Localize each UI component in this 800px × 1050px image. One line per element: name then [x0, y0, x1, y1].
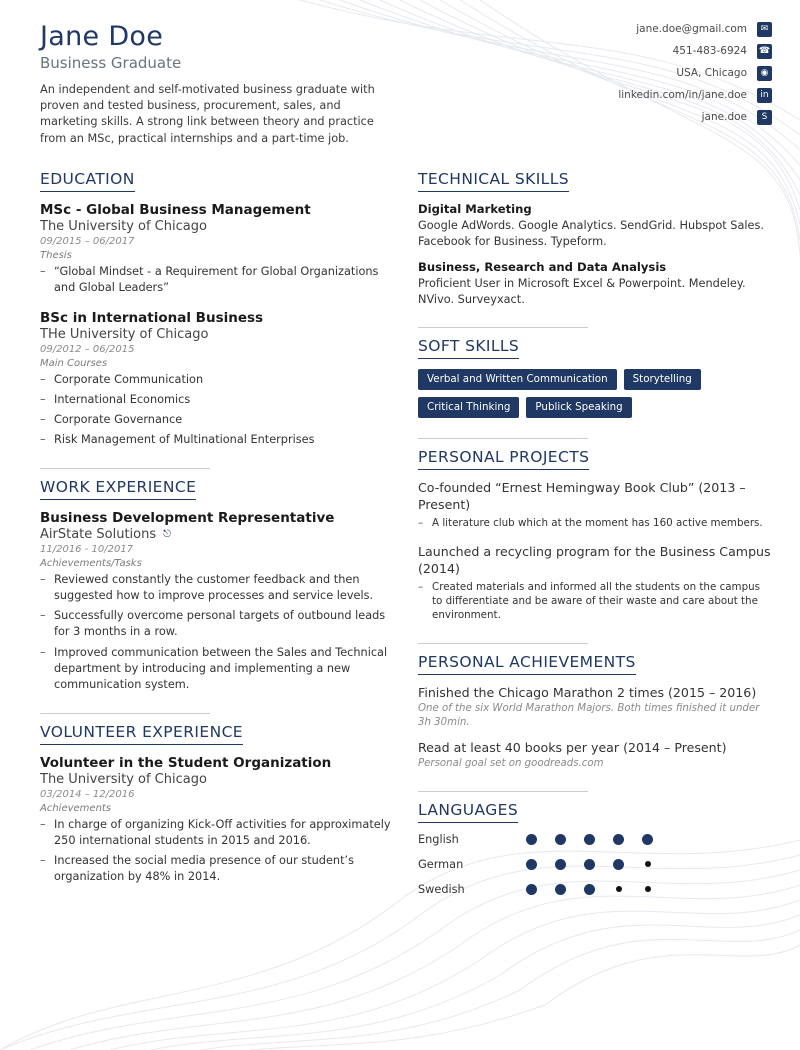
technical-skill-group — [418, 260, 772, 308]
level-dot-filled — [555, 884, 566, 895]
education-bullets — [40, 372, 394, 448]
list-item: – “Global Mindset - a Requirement for Global Organizations and Global Leaders” — [40, 264, 394, 296]
language-row — [418, 858, 772, 871]
right-column — [418, 169, 772, 916]
achievement-entry — [418, 740, 772, 771]
level-dot-filled — [555, 859, 566, 870]
list-item: – In charge of organizing Kick-Off activities for approximately 250 international students in 2015 and 2016. — [40, 817, 394, 849]
list-item: – Corporate Communication — [40, 372, 394, 388]
section-title-volunteer-experience: VOLUNTEER EXPERIENCE — [40, 723, 243, 745]
contact-skype-text: jane.doe — [701, 111, 747, 124]
soft-skill-tags — [418, 369, 772, 418]
section-title-personal-achievements: PERSONAL ACHIEVEMENTS — [418, 653, 636, 675]
project-entry — [418, 480, 772, 530]
list-item: – Risk Management of Multinational Enterprises — [40, 432, 394, 448]
language-row — [418, 883, 772, 896]
volunteer-org-text: The University of Chicago — [40, 771, 207, 787]
education-sublabel: Main Courses — [40, 358, 108, 370]
phone-icon: ☎ — [757, 44, 772, 59]
education-entry — [40, 202, 394, 296]
level-dot-filled — [584, 859, 595, 870]
level-dot-filled — [526, 834, 537, 845]
level-dot-empty — [645, 861, 651, 867]
language-level-dots — [526, 884, 653, 895]
level-dot-filled — [555, 834, 566, 845]
education-degree: BSc in International Business — [40, 310, 264, 327]
soft-skill-tag: Storytelling — [624, 369, 701, 390]
section-personal-achievements — [418, 643, 772, 771]
work-bullets — [40, 572, 394, 692]
education-school — [40, 219, 394, 234]
project-bullets — [418, 516, 772, 530]
contact-item-location[interactable] — [618, 66, 772, 81]
volunteer-entry — [40, 755, 394, 885]
volunteer-sublabel: Achievements — [40, 802, 112, 814]
soft-skill-tag: Critical Thinking — [418, 397, 519, 418]
list-item: – Reviewed constantly the customer feedback and then suggested how to improve processes and service levels. — [40, 572, 394, 604]
section-title-languages: LANGUAGES — [418, 801, 518, 823]
work-sublabel: Achievements/Tasks — [40, 558, 142, 570]
level-dot-empty — [616, 886, 622, 892]
location-pin-icon: ◉ — [757, 66, 772, 81]
section-title-technical-skills: TECHNICAL SKILLS — [418, 170, 569, 192]
divider — [40, 713, 210, 714]
work-company-text: AirState Solutions — [40, 527, 157, 543]
language-row — [418, 833, 772, 846]
linkedin-icon: in — [757, 88, 772, 103]
achievement-name: Finished the Chicago Marathon 2 times (2015 – 2016) — [418, 684, 757, 700]
education-dates: 09/2015 – 06/2017 — [40, 236, 135, 248]
work-dates: 11/2016 - 10/2017 — [40, 544, 134, 556]
contact-item-phone[interactable] — [618, 44, 772, 59]
project-name: Co-founded “Ernest Hemingway Book Club” (2013 – Present) — [418, 480, 746, 512]
education-bullets — [40, 264, 394, 296]
level-dot-filled — [613, 834, 624, 845]
section-work-experience — [40, 468, 394, 692]
level-dot-filled — [613, 859, 624, 870]
contact-linkedin-text: linkedin.com/in/jane.doe — [618, 89, 747, 102]
soft-skill-tag: Publick Speaking — [526, 397, 631, 418]
technical-skill-group — [418, 202, 772, 250]
list-item: – Corporate Governance — [40, 412, 394, 428]
list-item: – International Economics — [40, 392, 394, 408]
divider — [418, 791, 588, 792]
contact-item-linkedin[interactable] — [618, 88, 772, 103]
language-name: Swedish — [418, 882, 465, 896]
divider — [418, 327, 588, 328]
level-dot-empty — [645, 886, 651, 892]
volunteer-org — [40, 772, 394, 787]
education-school-text: THe University of Chicago — [40, 327, 209, 343]
contact-location-text: USA, Chicago — [676, 67, 747, 80]
language-name: English — [418, 832, 459, 846]
achievement-entry — [418, 685, 772, 730]
external-link-icon[interactable]: ⎋ — [163, 529, 172, 541]
section-personal-projects — [418, 438, 772, 622]
section-title-soft-skills: SOFT SKILLS — [418, 337, 519, 359]
header-subtitle: Business Graduate — [40, 53, 182, 72]
level-dot-filled — [642, 834, 653, 845]
level-dot-filled — [526, 884, 537, 895]
section-soft-skills — [418, 327, 772, 418]
education-entry — [40, 310, 394, 448]
level-dot-filled — [584, 834, 595, 845]
volunteer-bullets — [40, 817, 394, 885]
list-item: – A literature club which at the moment has 160 active members. — [418, 516, 772, 530]
work-entry — [40, 510, 394, 692]
divider — [418, 643, 588, 644]
soft-skill-tag: Verbal and Written Communication — [418, 369, 617, 390]
technical-skill-body: Proficient User in Microsoft Excel & Powerpoint. Mendeley. NVivo. Surveyxact. — [418, 276, 746, 306]
list-item: – Improved communication between the Sales and Technical department by introducing and implementing a new communication system. — [40, 645, 394, 693]
contact-phone-text: 451-483-6924 — [672, 45, 747, 58]
technical-skill-head: Business, Research and Data Analysis — [418, 259, 667, 274]
level-dot-filled — [584, 884, 595, 895]
list-item: – Increased the social media presence of our student’s organization by 48% in 2014. — [40, 853, 394, 885]
section-education — [40, 169, 394, 448]
header-identity — [40, 22, 395, 147]
list-item: – Created materials and informed all the students on the campus to differentiate and be aware of their waste and care about the environment. — [418, 580, 772, 623]
section-volunteer-experience — [40, 713, 394, 885]
technical-skill-head: Digital Marketing — [418, 202, 532, 217]
section-languages — [418, 791, 772, 896]
technical-skill-body: Google AdWords. Google Analytics. SendGrid. Hubspot Sales. Facebook for Business. Typeform. — [418, 219, 764, 248]
email-icon: ✉ — [757, 22, 772, 37]
achievement-note: One of the six World Marathon Majors. Both times finished it under 3h 30min. — [418, 703, 760, 728]
project-name: Launched a recycling program for the Business Campus (2014) — [418, 544, 771, 576]
contact-email-text: jane.doe@gmail.com — [636, 23, 747, 36]
header-summary: An independent and self-motivated business graduate with proven and tested business, procurement, sales, and marketing skills. A strong link between theory and practice from an MSc, practical internships and a part-time job. — [40, 82, 375, 145]
contact-item-skype[interactable] — [618, 110, 772, 125]
education-school-text: The University of Chicago — [40, 219, 207, 235]
section-title-work-experience: WORK EXPERIENCE — [40, 478, 196, 500]
work-company — [40, 527, 394, 542]
contact-list — [618, 22, 772, 132]
project-entry — [418, 544, 772, 622]
volunteer-role: Volunteer in the Student Organization — [40, 754, 332, 771]
achievement-note: Personal goal set on goodreads.com — [418, 757, 604, 769]
contact-item-email[interactable] — [618, 22, 772, 37]
level-dot-filled — [526, 859, 537, 870]
divider — [418, 438, 588, 439]
page-title: Jane Doe — [40, 21, 164, 52]
list-item: – Successfully overcome personal targets of outbound leads for 3 months in a row. — [40, 608, 394, 640]
section-technical-skills — [418, 169, 772, 307]
work-role: Business Development Representative — [40, 510, 335, 527]
education-dates: 09/2012 – 06/2015 — [40, 344, 135, 356]
project-bullets — [418, 580, 772, 623]
resume-header — [40, 22, 772, 147]
volunteer-dates: 03/2014 – 12/2016 — [40, 788, 135, 800]
language-name: German — [418, 857, 464, 871]
resume-body — [40, 169, 772, 916]
divider — [40, 468, 210, 469]
section-title-personal-projects: PERSONAL PROJECTS — [418, 448, 589, 470]
language-level-dots — [526, 834, 653, 845]
left-column — [40, 169, 418, 916]
education-school — [40, 327, 394, 342]
education-sublabel: Thesis — [40, 250, 72, 262]
education-degree: MSc - Global Business Management — [40, 202, 311, 219]
achievement-name: Read at least 40 books per year (2014 – Present) — [418, 739, 727, 755]
language-level-dots — [526, 859, 653, 870]
skype-icon: S — [757, 110, 772, 125]
section-title-education: EDUCATION — [40, 170, 135, 192]
